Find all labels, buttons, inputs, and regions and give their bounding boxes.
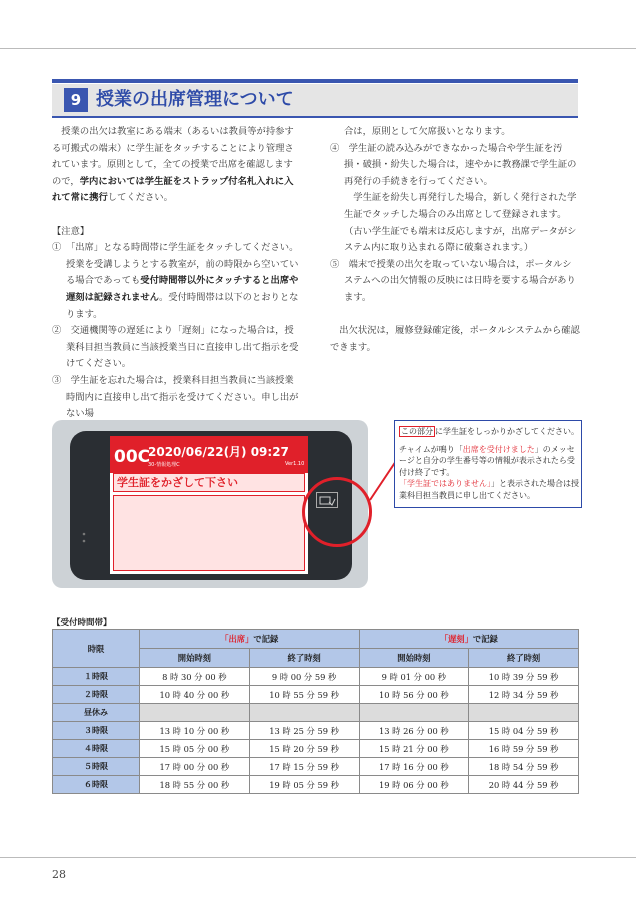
table-row: ５時限 17 時 00 分 00 秒 17 時 15 分 59 秒 17 時 16 分 00 秒 18 時 54 分 59 秒 <box>53 758 579 776</box>
note-5: ⑤ 端末で授業の出欠を取っていない場合は，ポータルシステムへの出欠情報の反映には日時を要する場合があります。 <box>330 258 576 303</box>
reception-time-table <box>52 629 579 794</box>
screen-datetime: 2020/06/22(月) 09:27 <box>148 445 289 459</box>
col-period: 時限 <box>53 630 140 668</box>
note-3-continued: 合は，原則として欠席扱いとなります。 <box>344 126 511 137</box>
table-row: ３時限 13 時 10 分 00 秒 13 時 25 分 59 秒 13 時 26 分 00 秒 15 時 04 分 59 秒 <box>53 722 579 740</box>
note-3: ③ 学生証を忘れた場合は，授業科目担当教員に当該授業時間内に直接申し出て指示を受けてください。申し出がない場 <box>52 374 299 420</box>
bottom-rule <box>0 857 636 858</box>
callout-paragraph-3: 「学生証ではありません」」と表示された場合は授業科目担当教員に申し出てください。 <box>399 479 579 500</box>
callout-paragraph-2: チャイムが鳴り「出席を受付けました」のメッセージと自分の学生番号等の情報が表示されたら受付け終了です。 <box>399 444 575 477</box>
page-number: 28 <box>52 868 66 881</box>
note-1: ① 「出席」となる時間帯に学生証をタッチしてください。授業を受講しようとする教室が，前の時限から空いている場合であっても受付時間帯以外にタッチすると出席や遅刻は記録されません。受付時間帯は以下のとおりとなります。 <box>52 242 299 320</box>
note-4-detail: 学生証を紛失し再発行した場合，新しく発行された学生証でタッチした場合のみ出席として登録されます。（古い学生証でも端末は反応しますが，出席データがシステム内に取り込まれる際に破棄されます。） <box>344 192 577 254</box>
screen-version: Ver1.10 <box>285 461 305 467</box>
table-row: ２時限 10 時 40 分 00 秒 10 時 55 分 59 秒 10 時 56 分 00 秒 12 時 34 分 59 秒 <box>53 686 579 704</box>
group-late: 「遅刻」で記録 <box>359 630 579 649</box>
section-number: 9 <box>64 88 88 112</box>
col-attendance-end: 終了時刻 <box>249 649 359 668</box>
col-late-start: 開始時刻 <box>359 649 469 668</box>
screen-room-name: 30-情報処理C <box>148 462 180 468</box>
table-row-lunch: 昼休み <box>53 704 579 722</box>
table-row: ４時限 15 時 05 分 00 秒 15 時 20 分 59 秒 15 時 21 分 00 秒 16 時 59 分 59 秒 <box>53 740 579 758</box>
closing-paragraph: 出欠状況は，履修登録確定後，ポータルシステムから確認できます。 <box>330 325 580 353</box>
note-4: ④ 学生証の読み込みができなかった場合や学生証を汚損・破損・紛失した場合は，速やかに教務課で学生証の再発行の手続きを行ってください。 <box>330 142 577 187</box>
col-late-end: 終了時刻 <box>469 649 579 668</box>
table-row: ６時限 18 時 55 分 00 秒 19 時 05 分 59 秒 19 時 06 分 00 秒 20 時 44 分 59 秒 <box>53 776 579 794</box>
intro-paragraph: 授業の出欠は教室にある端末（あるいは教員等が持参する可搬式の端末）に学生証をタッチすることにより管理されています。原則として，全ての授業で出席を確認しますので，学内においては学生証をストラップ付名札入れに入れて常に携行してください。 <box>52 126 294 204</box>
section-title: 授業の出席管理について <box>96 89 294 110</box>
table-row: １時限 8 時 30 分 00 秒 9 時 00 分 59 秒 9 時 01 分 00 秒 10 時 39 分 59 秒 <box>53 668 579 686</box>
group-attendance: 「出席」で記録 <box>140 630 360 649</box>
callout-line-1: この部分 に学生証をしっかりかざしてください。 <box>401 427 579 436</box>
callout-text <box>399 426 581 501</box>
screen-message: 学生証をかざして下さい <box>117 476 238 489</box>
screen-room-code: 00C <box>114 447 151 467</box>
col-attendance-start: 開始時刻 <box>140 649 250 668</box>
table-caption: 【受付時間帯】 <box>52 618 112 628</box>
note-2: ② 交通機関等の遅延により「遅刻」になった場合は，授業科目担当教員に当該授業当日に直接申し出て指示を受けてください。 <box>52 325 299 370</box>
notes-title: 【注意】 <box>52 225 90 237</box>
